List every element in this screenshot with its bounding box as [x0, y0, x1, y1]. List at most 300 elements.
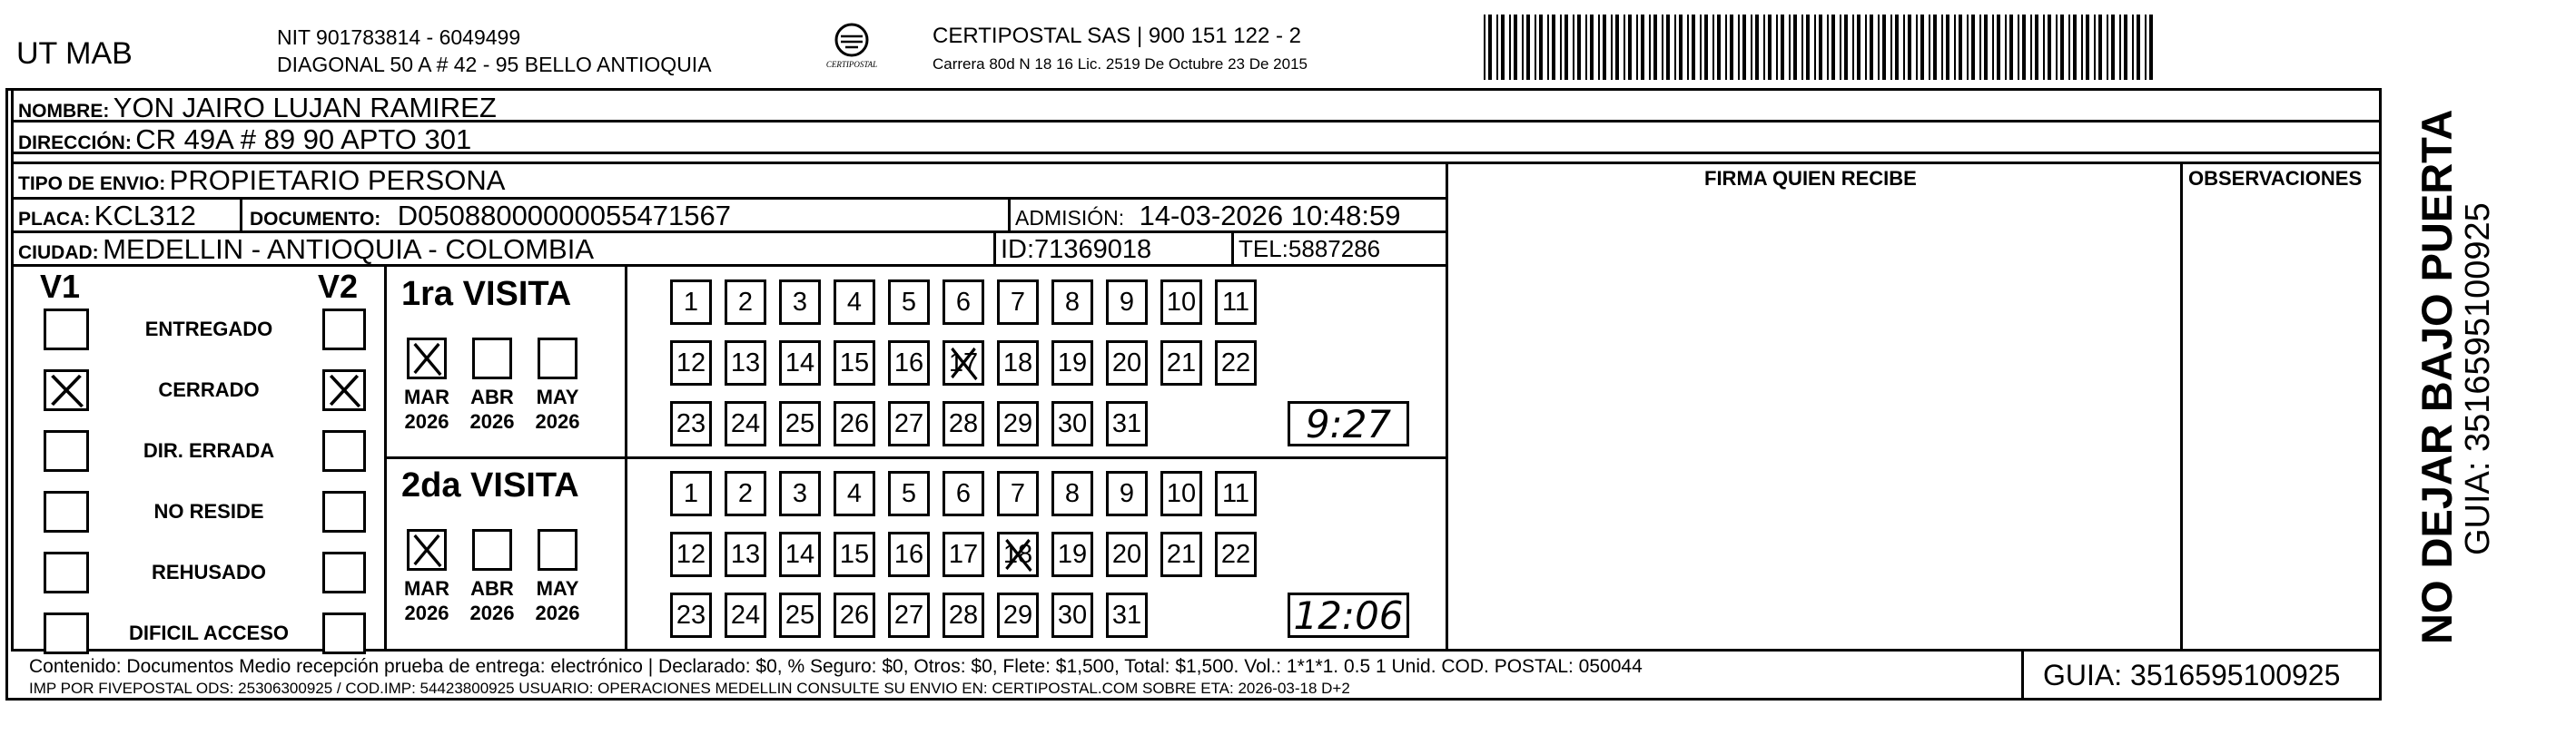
barcode-bar — [1662, 15, 1663, 80]
v1-header: V1 — [40, 268, 81, 305]
day-number: 6 — [955, 478, 972, 508]
visit-title: 2da VISITA — [401, 466, 579, 505]
id-value: ID:71369018 — [1001, 235, 1152, 264]
barcode-bar — [1560, 15, 1562, 80]
day-box[interactable] — [1051, 593, 1093, 638]
barcode-bar — [1653, 15, 1657, 80]
day-box[interactable] — [997, 401, 1039, 446]
day-number: 22 — [1220, 348, 1251, 377]
day-number: 4 — [846, 287, 863, 317]
month-label: MAY — [536, 386, 579, 408]
barcode-bar — [2107, 15, 2108, 80]
barcode-bar — [2119, 15, 2121, 80]
day-box[interactable] — [1051, 340, 1093, 386]
barcode-bar — [1687, 15, 1689, 80]
day-number: 7 — [1010, 478, 1026, 508]
type-label: TIPO DE ENVIO: — [18, 173, 166, 194]
barcode-bar — [2022, 15, 2026, 80]
day-box[interactable] — [1051, 532, 1093, 577]
day-number: 8 — [1064, 478, 1081, 508]
day-box[interactable] — [834, 279, 875, 325]
month-label: MAY — [536, 577, 579, 600]
status-label: REHUSADO — [152, 561, 266, 583]
day-box[interactable] — [943, 401, 984, 446]
day-number: 9 — [1119, 287, 1135, 317]
admission-label: ADMISIÓN: — [1015, 206, 1125, 230]
day-box[interactable] — [888, 340, 930, 386]
day-number: 13 — [730, 539, 761, 569]
v2-checkbox[interactable] — [322, 612, 366, 654]
day-number: 3 — [792, 478, 808, 508]
barcode-bar — [1971, 15, 1975, 80]
month-checkbox[interactable] — [472, 529, 512, 571]
barcode-bar — [1700, 15, 1702, 80]
barcode-bar — [2137, 15, 2140, 80]
day-number: 27 — [893, 408, 924, 438]
barcode-bar — [1522, 15, 1524, 80]
barcode-bar — [1717, 15, 1721, 80]
barcode-bar — [1793, 15, 1797, 80]
plate-label: PLACA: — [18, 209, 91, 230]
day-box[interactable] — [997, 340, 1039, 386]
barcode-bar — [1564, 15, 1568, 80]
name-label: NOMBRE: — [18, 101, 110, 122]
day-number: 20 — [1111, 539, 1142, 569]
day-box[interactable] — [997, 532, 1039, 577]
barcode-bar — [1801, 15, 1803, 80]
day-box[interactable] — [670, 340, 712, 386]
barcode-bar — [1598, 15, 1600, 80]
company-address: DIAGONAL 50 A # 42 - 95 BELLO ANTIOQUIA — [277, 53, 712, 76]
barcode-bar — [1929, 15, 1930, 80]
barcode-bar — [1590, 15, 1594, 80]
day-box[interactable] — [779, 279, 821, 325]
status-label: DIFICIL ACCESO — [128, 622, 289, 644]
status-label: DIR. ERRADA — [143, 439, 275, 462]
side-text — [2384, 91, 2576, 653]
barcode-bar — [1628, 15, 1632, 80]
barcode-bar — [1535, 15, 1536, 80]
day-box[interactable] — [888, 279, 930, 325]
footer-imp: IMP POR FIVEPOSTAL ODS: 25306300925 / COD.IMP: 54423800925 USUARIO: OPERACIONES MEDELLIN CONSULTE SU ENVIO EN: CERTIPOSTAL.COM SOBRE ETA: 2026-03-18 D+2 — [29, 680, 1350, 697]
barcode-bar — [2060, 15, 2064, 80]
document-row — [250, 201, 731, 230]
day-number: 21 — [1166, 539, 1197, 569]
barcode-bar — [1941, 15, 1943, 80]
barcode-bar — [1819, 15, 1822, 80]
barcode-bar — [1865, 15, 1867, 80]
footer-guia: GUIA: 3516595100925 — [2043, 659, 2341, 691]
v2-checkbox[interactable] — [322, 369, 366, 411]
day-number: 29 — [1002, 408, 1033, 438]
side-guia: GUIA: 3516595100925 — [2459, 202, 2497, 555]
status-label: ENTREGADO — [144, 318, 273, 340]
day-box[interactable] — [943, 279, 984, 325]
barcode-bar — [1539, 15, 1543, 80]
v2-header: V2 — [318, 268, 359, 305]
day-number: 16 — [893, 539, 924, 569]
barcode-bar — [1552, 15, 1555, 80]
name-value: YON JAIRO LUJAN RAMIREZ — [113, 92, 497, 123]
day-number: 5 — [901, 478, 917, 508]
day-box[interactable] — [834, 593, 875, 638]
day-box[interactable] — [725, 471, 766, 516]
day-number: 22 — [1220, 539, 1251, 569]
day-box[interactable] — [834, 340, 875, 386]
day-box[interactable] — [670, 471, 712, 516]
day-box[interactable] — [1215, 532, 1257, 577]
barcode-bar — [1649, 15, 1651, 80]
barcode-bar — [2124, 15, 2127, 80]
barcode-bar — [1692, 15, 1695, 80]
barcode-bar — [1920, 15, 1924, 80]
city-label: CIUDAD: — [18, 242, 99, 263]
barcode-bar — [2043, 15, 2045, 80]
day-number: 24 — [730, 408, 761, 438]
day-box[interactable] — [1160, 532, 1202, 577]
day-box[interactable] — [1215, 279, 1257, 325]
barcode-bar — [1882, 15, 1886, 80]
day-number: 7 — [1010, 287, 1026, 317]
day-box[interactable] — [1051, 401, 1093, 446]
admission-row — [1015, 201, 1400, 230]
day-number: 12 — [676, 348, 706, 377]
barcode-bar — [2149, 15, 2153, 80]
year-label: 2026 — [469, 410, 515, 433]
status-label: NO RESIDE — [153, 500, 264, 523]
day-box[interactable] — [670, 279, 712, 325]
barcode-bar — [1878, 15, 1880, 80]
day-number: 30 — [1057, 600, 1088, 630]
barcode-bar — [2068, 15, 2070, 80]
barcode-bar — [2086, 15, 2089, 80]
barcode-bar — [2056, 15, 2058, 80]
day-number: 6 — [955, 287, 972, 317]
day-number: 11 — [1221, 287, 1250, 317]
city-row — [18, 235, 594, 263]
day-mark — [1002, 536, 1034, 573]
barcode-bar — [1666, 15, 1670, 80]
barcode-bar — [1674, 15, 1676, 80]
barcode-bar — [1730, 15, 1733, 80]
footer-content: Contenido: Documentos Medio recepción prueba de entrega: electrónico | Declarado: $0, % Seguro: $0, Otros: $0, Flete: $1,500, Total: $1,500. Vol.: 1*1*1. 0.5 1 Unid. COD. POSTAL: 050044 — [29, 656, 1643, 677]
day-number: 25 — [785, 600, 815, 630]
v1-checkbox[interactable] — [44, 612, 89, 654]
day-box[interactable] — [779, 340, 821, 386]
day-number: 28 — [948, 600, 979, 630]
month-checkbox[interactable] — [538, 529, 577, 571]
day-number: 17 — [948, 348, 979, 377]
day-number: 24 — [730, 600, 761, 630]
admission-value: 14-03-2026 10:48:59 — [1139, 200, 1401, 231]
day-number: 11 — [1221, 478, 1250, 508]
v2-checkbox[interactable] — [322, 491, 366, 533]
document-value: D05088000000055471567 — [397, 200, 731, 231]
month-label: MAR — [403, 386, 450, 408]
no-dejar-notice: NO DEJAR BAJO PUERTA — [2413, 109, 2461, 644]
day-box[interactable] — [1215, 471, 1257, 516]
barcode-bar — [1946, 15, 1949, 80]
day-number: 14 — [785, 539, 815, 569]
day-number: 26 — [839, 600, 870, 630]
day-box[interactable] — [670, 593, 712, 638]
status-label: CERRADO — [158, 378, 260, 401]
barcode-bar — [1603, 15, 1606, 80]
day-box[interactable] — [997, 279, 1039, 325]
barcode-bar — [1577, 15, 1581, 80]
day-number: 10 — [1166, 478, 1197, 508]
day-box[interactable] — [1160, 340, 1202, 386]
day-box[interactable] — [943, 532, 984, 577]
signature-header: FIRMA QUIEN RECIBE — [1704, 167, 1917, 190]
time-box[interactable]: 12:06 — [1288, 593, 1409, 638]
day-box[interactable] — [725, 401, 766, 446]
barcode-bar — [1751, 15, 1752, 80]
day-number: 19 — [1057, 348, 1088, 377]
barcode-bar — [1514, 15, 1517, 80]
month-checkbox[interactable] — [538, 338, 577, 379]
day-box[interactable] — [834, 532, 875, 577]
barcode-bar — [2018, 15, 2019, 80]
day-number: 8 — [1064, 287, 1081, 317]
barcode-bar — [1755, 15, 1759, 80]
day-number: 28 — [948, 408, 979, 438]
day-number: 12 — [676, 539, 706, 569]
day-number: 2 — [737, 287, 754, 317]
day-box[interactable] — [1106, 593, 1148, 638]
v1-checkbox[interactable] — [44, 309, 89, 350]
day-number: 15 — [839, 348, 870, 377]
day-number: 19 — [1057, 539, 1088, 569]
barcode-bar — [2048, 15, 2051, 80]
certipostal-logo — [811, 22, 893, 76]
day-box[interactable] — [997, 593, 1039, 638]
barcode-bar — [1954, 15, 1956, 80]
day-number: 23 — [676, 408, 706, 438]
day-box[interactable] — [888, 532, 930, 577]
tel-value: TEL:5887286 — [1239, 235, 1381, 262]
address-value: CR 49A # 89 90 APTO 301 — [135, 123, 472, 155]
month-label: ABR — [470, 577, 514, 600]
barcode-bar — [2094, 15, 2096, 80]
day-number: 30 — [1057, 408, 1088, 438]
barcode-bar — [1857, 15, 1860, 80]
day-box[interactable] — [1160, 471, 1202, 516]
barcode-bar — [2081, 15, 2083, 80]
barcode-bar — [1624, 15, 1625, 80]
day-box[interactable] — [997, 471, 1039, 516]
barcode-bar — [1781, 15, 1784, 80]
day-number: 25 — [785, 408, 815, 438]
barcode-bar — [1890, 15, 1892, 80]
day-number: 20 — [1111, 348, 1142, 377]
barcode-bar — [1704, 15, 1708, 80]
barcode-bar — [1844, 15, 1848, 80]
year-label: 2026 — [404, 410, 449, 433]
day-box[interactable] — [943, 471, 984, 516]
carrier-name: CERTIPOSTAL SAS | 900 151 122 - 2 — [933, 24, 1301, 48]
barcode-bar — [1712, 15, 1714, 80]
barcode-bar — [1959, 15, 1962, 80]
day-box[interactable] — [1051, 471, 1093, 516]
barcode-bar — [2098, 15, 2102, 80]
barcode-bar — [1979, 15, 1981, 80]
day-box[interactable] — [1106, 471, 1148, 516]
month-label: MAR — [403, 577, 450, 600]
day-number: 1 — [683, 478, 699, 508]
day-box[interactable] — [725, 593, 766, 638]
day-box[interactable] — [1051, 279, 1093, 325]
month-checkbox[interactable] — [407, 529, 447, 571]
v1-checkbox[interactable] — [44, 491, 89, 533]
day-mark — [947, 345, 980, 381]
barcode-bar — [1725, 15, 1727, 80]
day-box[interactable] — [670, 532, 712, 577]
day-box[interactable] — [943, 593, 984, 638]
day-box[interactable] — [834, 401, 875, 446]
barcode-bar — [2009, 15, 2013, 80]
day-box[interactable] — [1106, 340, 1148, 386]
v1-checkbox[interactable] — [44, 552, 89, 593]
barcode-bar — [1814, 15, 1816, 80]
day-number: 14 — [785, 348, 815, 377]
month-checkbox[interactable] — [407, 338, 447, 379]
barcode-bar — [1916, 15, 1918, 80]
year-label: 2026 — [404, 602, 449, 624]
day-box[interactable] — [725, 532, 766, 577]
day-box[interactable] — [1106, 401, 1148, 446]
v1-checkbox[interactable] — [44, 369, 89, 411]
day-box[interactable] — [834, 471, 875, 516]
v1-checkbox[interactable] — [44, 430, 89, 472]
v2-checkbox[interactable] — [322, 309, 366, 350]
year-label: 2026 — [535, 602, 580, 624]
day-box[interactable] — [725, 340, 766, 386]
day-box[interactable] — [888, 593, 930, 638]
day-number: 23 — [676, 600, 706, 630]
barcode-bar — [1827, 15, 1829, 80]
barcode-bar — [1641, 15, 1644, 80]
barcode-bar — [1509, 15, 1511, 80]
v2-checkbox[interactable] — [322, 552, 366, 593]
barcode-bar — [1585, 15, 1587, 80]
year-label: 2026 — [535, 410, 580, 433]
barcode-bar — [1776, 15, 1778, 80]
barcode-bar — [1488, 15, 1492, 80]
barcode-bar — [1852, 15, 1854, 80]
barcode-bar — [1806, 15, 1810, 80]
day-box[interactable] — [888, 401, 930, 446]
day-box[interactable] — [1106, 532, 1148, 577]
day-box[interactable] — [1215, 340, 1257, 386]
day-box[interactable] — [670, 401, 712, 446]
day-box[interactable] — [725, 279, 766, 325]
barcode-bar — [1526, 15, 1530, 80]
barcode-bar — [1933, 15, 1937, 80]
barcode-bar — [1984, 15, 1988, 80]
barcode — [1484, 15, 2163, 80]
barcode-bar — [1484, 15, 1485, 80]
barcode-bar — [1547, 15, 1549, 80]
carrier-license: Carrera 80d N 18 16 Lic. 2519 De Octubre 23 De 2015 — [933, 55, 1308, 73]
barcode-bar — [1738, 15, 1740, 80]
month-label: ABR — [470, 386, 514, 408]
barcode-bar — [2145, 15, 2147, 80]
barcode-bar — [1768, 15, 1772, 80]
day-box[interactable] — [1160, 279, 1202, 325]
barcode-bar — [1840, 15, 1841, 80]
day-box[interactable] — [779, 593, 821, 638]
barcode-bar — [1496, 15, 1498, 80]
day-number: 3 — [792, 287, 808, 317]
barcode-bar — [1789, 15, 1791, 80]
time-box[interactable]: 9:27 — [1288, 401, 1409, 446]
barcode-bar — [2005, 15, 2007, 80]
barcode-bar — [1611, 15, 1613, 80]
barcode-bar — [1908, 15, 1911, 80]
day-number: 27 — [893, 600, 924, 630]
day-box[interactable] — [943, 340, 984, 386]
day-number: 4 — [846, 478, 863, 508]
day-number: 1 — [683, 287, 699, 317]
day-box[interactable] — [779, 471, 821, 516]
barcode-bar — [1573, 15, 1574, 80]
company-nit: NIT 901783814 - 6049499 — [277, 25, 521, 49]
barcode-bar — [1615, 15, 1619, 80]
day-number: 17 — [948, 539, 979, 569]
city-value: MEDELLIN - ANTIOQUIA - COLOMBIA — [103, 233, 594, 265]
day-number: 29 — [1002, 600, 1033, 630]
day-number: 18 — [1002, 539, 1033, 569]
name-row — [18, 93, 497, 122]
day-number: 15 — [839, 539, 870, 569]
barcode-bar — [1501, 15, 1505, 80]
day-number: 10 — [1166, 287, 1197, 317]
day-number: 31 — [1111, 600, 1142, 630]
day-number: 21 — [1166, 348, 1197, 377]
barcode-bar — [1895, 15, 1899, 80]
logo-text: CERTIPOSTAL — [825, 60, 878, 69]
barcode-bar — [1870, 15, 1873, 80]
document-label: DOCUMENTO: — [250, 209, 381, 230]
barcode-bar — [2073, 15, 2077, 80]
day-number: 13 — [730, 348, 761, 377]
day-number: 9 — [1119, 478, 1135, 508]
plate-row — [18, 201, 196, 230]
type-value: PROPIETARIO PERSONA — [169, 164, 506, 196]
day-number: 2 — [737, 478, 754, 508]
barcode-bar — [1742, 15, 1746, 80]
visit-title: 1ra VISITA — [401, 275, 572, 313]
month-checkbox[interactable] — [472, 338, 512, 379]
day-box[interactable] — [779, 532, 821, 577]
day-number: 18 — [1002, 348, 1033, 377]
address-label: DIRECCIÓN: — [18, 132, 132, 153]
day-number: 16 — [893, 348, 924, 377]
barcode-bar — [2111, 15, 2115, 80]
v2-checkbox[interactable] — [322, 430, 366, 472]
day-number: 26 — [839, 408, 870, 438]
day-box[interactable] — [1106, 279, 1148, 325]
barcode-bar — [2030, 15, 2032, 80]
observations-header: OBSERVACIONES — [2188, 167, 2363, 190]
year-label: 2026 — [469, 602, 515, 624]
company-name: UT MAB — [16, 36, 133, 71]
day-box[interactable] — [888, 471, 930, 516]
barcode-bar — [1903, 15, 1905, 80]
plate-value: KCL312 — [94, 200, 196, 231]
day-box[interactable] — [779, 401, 821, 446]
